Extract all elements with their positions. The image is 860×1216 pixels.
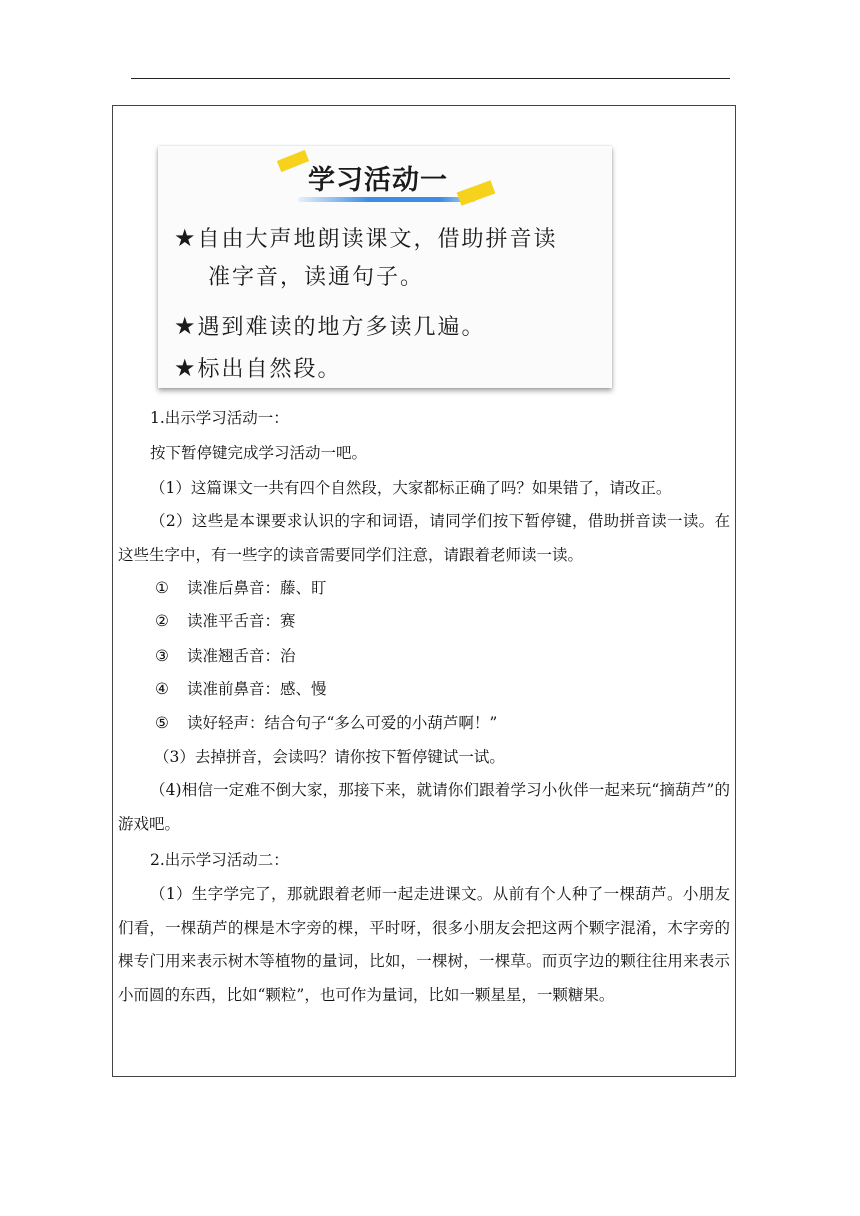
tape-decoration-right xyxy=(457,180,496,205)
point-number: ⑤ xyxy=(155,714,169,732)
star-icon: ★ xyxy=(174,224,196,252)
header-rule xyxy=(131,78,730,79)
card-line-3-text: 遇到难读的地方多读几遍。 xyxy=(197,315,486,340)
point-text: 读好轻声：结合句子“多么可爱的小葫芦啊！” xyxy=(187,714,498,732)
item-1: （1）这篇课文一共有四个自然段，大家都标正确了吗？如果错了，请改正。 xyxy=(150,479,672,497)
section-1-heading: 1.出示学习活动一： xyxy=(150,409,289,427)
activity-card xyxy=(158,146,612,388)
point-2 xyxy=(155,611,296,631)
card-line-3 xyxy=(174,310,486,341)
point-number: ② xyxy=(155,612,169,630)
card-line-1 xyxy=(174,222,558,253)
star-icon: ★ xyxy=(174,312,196,340)
point-3 xyxy=(155,646,296,666)
point-number: ① xyxy=(155,579,169,597)
point-4 xyxy=(155,679,327,699)
star-icon: ★ xyxy=(174,354,196,382)
point-number: ④ xyxy=(155,680,169,698)
point-text: 读准后鼻音：藤、盯 xyxy=(187,579,327,597)
point-text: 读准翘舌音：治 xyxy=(187,647,296,665)
card-title-banner xyxy=(298,150,488,206)
tape-decoration-left xyxy=(277,150,309,172)
card-title: 学习活动一 xyxy=(308,165,448,196)
card-line-2: 准字音，读通句子。 xyxy=(208,265,425,290)
item-3: （3）去掉拼音，会读吗？请你按下暂停键试一试。 xyxy=(154,748,505,766)
point-5 xyxy=(155,713,497,733)
section-1-intro: 按下暂停键完成学习活动一吧。 xyxy=(150,444,368,462)
title-underline xyxy=(298,197,476,202)
card-line-1-text: 自由大声地朗读课文，借助拼音读 xyxy=(197,227,558,252)
point-number: ③ xyxy=(155,647,169,665)
point-text: 读准前鼻音：感、慢 xyxy=(187,680,327,698)
section-2-item-1: （1）生字学完了，那就跟着老师一起走进课文。从前有个人种了一棵葫芦。小朋友们看，一棵葫芦的棵是木字旁的棵，平时呀，很多小朋友会把这两个颗字混淆，木字旁的棵专门用来表示树木等植物的量词，比如，一棵树，一棵草。而页字边的颗往往用来表示小而圆的东西，比如“颗粒”，也可作为量词，比如一颗星星，一颗糖果。 xyxy=(118,885,730,1004)
item-4: （4)相信一定难不倒大家，那接下来，就请你们跟着学习小伙伴一起来玩“摘葫芦”的游戏吧。 xyxy=(118,781,730,833)
card-line-4-text: 标出自然段。 xyxy=(197,357,342,382)
card-line-4 xyxy=(174,352,342,383)
point-1 xyxy=(155,578,327,598)
item-2: （2）这些是本课要求认识的字和词语，请同学们按下暂停键，借助拼音读一读。在这些生字中，有一些字的读音需要同学们注意，请跟着老师读一读。 xyxy=(118,512,730,564)
point-text: 读准平舌音：赛 xyxy=(187,612,296,630)
section-2-heading: 2.出示学习活动二： xyxy=(150,851,289,869)
